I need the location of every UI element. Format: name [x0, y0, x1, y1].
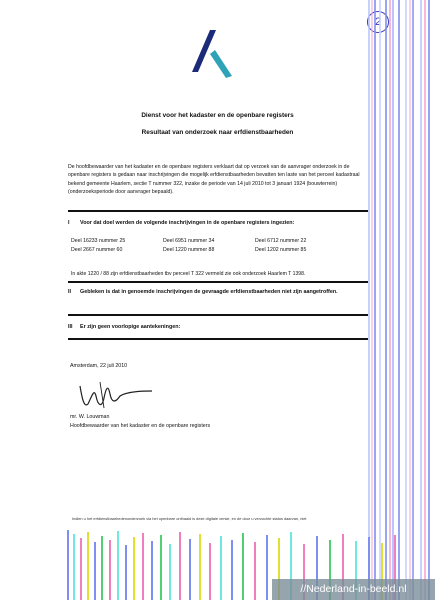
section-divider [68, 210, 368, 212]
register-entry: Deel 16233 nummer 25 [71, 238, 126, 244]
section-1-heading [68, 219, 368, 227]
section-3-heading [68, 323, 368, 331]
section-2-heading [68, 288, 368, 296]
organization-name: Dienst voor het kadaster en de openbare registers [141, 112, 294, 119]
section-1-numeral: I [68, 220, 70, 226]
footer-disclaimer: Indien u het erfdienstbaarhedenonderzoek via het openbare onthaald is deze digitale versie, en de door u verzochte status daarvan, niet [72, 516, 307, 521]
section-3-text: Er zijn geen voorlopige aantekeningen: [80, 324, 181, 330]
section-2-text: Gebleken is dat in genoemde inschrijvingen de gevraagde erfdienstbaarheden niet zijn aangetroffen. [80, 289, 338, 295]
page-number-circle: 2 [367, 11, 389, 33]
section-divider [68, 314, 368, 316]
kadaster-logo-icon [190, 30, 234, 82]
register-entry: Deel 2667 nummer 60 [71, 247, 123, 253]
section-1-text: Voor dat doel werden de volgende inschrijvingen in de openbare registers ingezien: [80, 220, 295, 226]
register-entry: Deel 6951 nummer 34 [163, 238, 215, 244]
scan-artifact-stripes [366, 0, 435, 600]
signatory-role: Hoofdbewaarder van het kadaster en de openbare registers [70, 423, 211, 429]
section-1-note: In akte 1220 / 88 zijn erfdienstbaarheden tbv perceel T 322 vermeld zie ook onderzoek Haarlem T 1398. [71, 271, 306, 277]
section-2-numeral: II [68, 289, 71, 295]
signatory-name: mr. W. Louwman [70, 414, 110, 420]
handwritten-signature [70, 378, 155, 414]
section-3-numeral: III [68, 324, 73, 330]
intro-paragraph: De hoofdbewaarder van het kadaster en de openbare registers verklaart dat op verzoek van de aanvrager onderzoek in de openbare registers is gedaan naar inschrijvingen die mogelijk erfdienstbaarheden bevatten ten laste van het perceel kadastraal bekend gemeente Haarlem, sectie T nummer 322, inzake de periode van 14 juli 2010 tot 3 januari 1924 (bouwterrein) (onderzoeksperiode door aanvrager bepaald). [68, 164, 360, 195]
register-entry: Deel 1202 nummer 85 [255, 247, 307, 253]
signature-place-date: Amsterdam, 22 juli 2010 [70, 363, 128, 369]
document-title: Resultaat van onderzoek naar erfdienstbaarheden [141, 129, 294, 136]
watermark-banner: //Nederland-in-beeld.nl [272, 579, 435, 600]
register-entry: Deel 1220 nummer 88 [163, 247, 215, 253]
register-entries [71, 238, 371, 253]
register-entry: Deel 6712 nummer 22 [255, 238, 307, 244]
section-divider [68, 281, 368, 283]
section-divider [68, 338, 368, 340]
